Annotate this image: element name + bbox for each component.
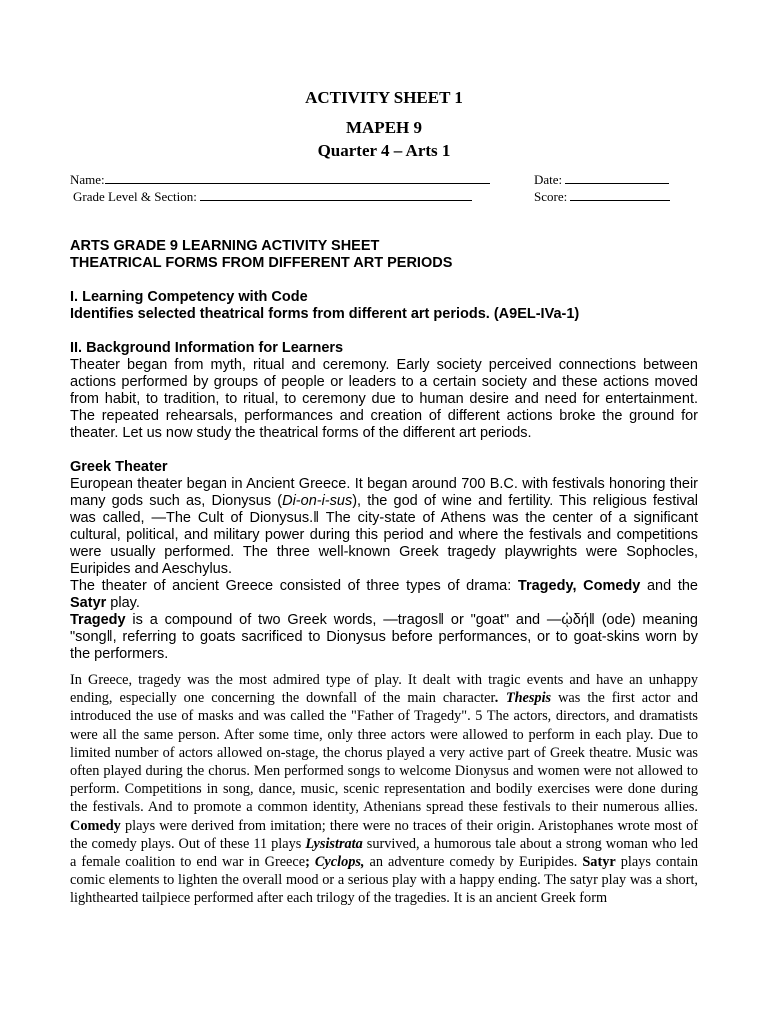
grade-section-field	[73, 187, 472, 205]
sheet-title-line1: ARTS GRADE 9 LEARNING ACTIVITY SHEET	[70, 238, 380, 254]
background-heading: II. Background Information for Learners	[70, 340, 344, 356]
quarter-title: Quarter 4 – Arts 1	[317, 141, 451, 160]
date-field	[534, 170, 669, 188]
background-text: Theater began from myth, ritual and ceremony. Early society perceived connections between actions performed by groups of people or leaders to a certain society and these actions moved from habit, to tradition, to ritual, to ceremony due to human desire and need for entertainment. The repeated rehearsals, performances and creation of different actions broke the ground for theater. Let us now study the theatrical forms of the different art periods.	[70, 357, 698, 441]
greek-theater-heading: Greek Theater	[70, 459, 168, 475]
greek-paragraph-4: In Greece, tragedy was the most admired type of play. It dealt with tragic events and have an unhappy ending, especially one concerning the downfall of the main character. Thespis was the first actor and introduced the use of masks and was called the "Father of Tragedy". 5 The actors, directors, and dramatists were all the same person. After some time, only three actors were allowed to perform in each play. Due to limited number of actors allowed on-stage, the chorus played a very active part of Greek theatre. Music was often played during the chorus. Men performed songs to welcome Dionysus and women were not allowed to perform. Competitions in song, dance, music, scenic representation and bodily exercises were done during the festivals. And to promote a common identity, Athenians spread these festivals to their numerous allies. Comedy plays were derived from imitation; there were no traces of their origin. Aristophanes wrote most of the comedy plays. Out of these 11 plays Lysistrata survived, a humorous tale about a strong woman who led a female coalition to end war in Greece; Cyclops, an adventure comedy by Euripides. Satyr plays contain comic elements to lighten the overall mood or a serious play with a happy ending. The satyr play was a short, lighthearted tailpiece performed after each trilogy of the tragedies. It is an ancient Greek form	[70, 672, 698, 907]
greek-paragraph-4-block	[70, 671, 698, 908]
grade-section-line[interactable]	[200, 187, 472, 201]
subject-title: MAPEH 9	[345, 118, 423, 137]
greek-paragraph-2: The theater of ancient Greece consisted of three types of drama: Tragedy, Comedy and the Satyr play.	[70, 578, 698, 611]
competency-heading: I. Learning Competency with Code	[70, 289, 308, 305]
name-line[interactable]	[105, 170, 490, 184]
competency-text: Identifies selected theatrical forms from different art periods. (A9EL-IVa-1)	[70, 306, 580, 322]
score-field	[534, 187, 670, 205]
date-label: Date:	[534, 172, 563, 187]
name-label: Name:	[70, 172, 105, 187]
greek-paragraph-1: European theater began in Ancient Greece. It began around 700 B.C. with festivals honoring their many gods such as, Dionysus (Di-on-i-sus), the god of wine and fertility. This religious festival was called, ―The Cult of Dionysus.‖ The city-state of Athens was the center of a significant cultural, political, and military power during this period and where the festivals and competitions were usually performed. The three well-known Greek tragedy playwrights were Sophocles, Euripides and Aeschylus.	[70, 476, 698, 577]
activity-sheet-title: ACTIVITY SHEET 1	[305, 88, 463, 107]
grade-section-label: Grade Level & Section:	[73, 189, 197, 204]
score-label: Score:	[534, 189, 568, 204]
score-line[interactable]	[570, 187, 670, 201]
date-line[interactable]	[565, 170, 669, 184]
intro-section	[70, 238, 698, 663]
sheet-title-line2: THEATRICAL FORMS FROM DIFFERENT ART PERIODS	[70, 255, 453, 271]
name-field	[70, 170, 490, 188]
greek-paragraph-3: Tragedy is a compound of two Greek words, ―tragos‖ or "goat" and ―ᾠδή‖ (ode) meaning "song‖, referring to goats sacrificed to Dionysus before performances, or to goat-skins worn by the performers.	[70, 612, 698, 662]
